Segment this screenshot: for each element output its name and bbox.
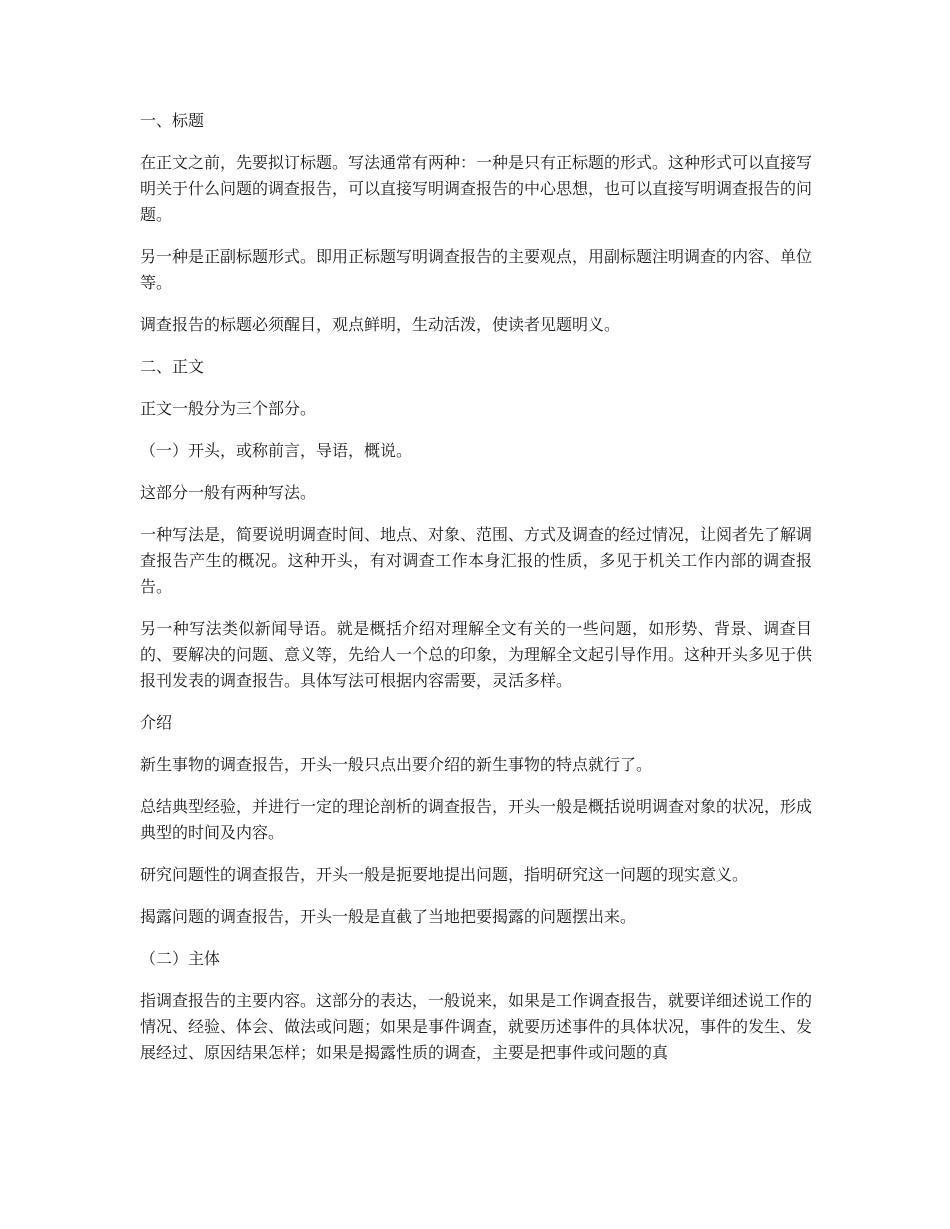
paragraph-subtitle-form: 另一种是正副标题形式。即用正标题写明调查报告的主要观点，用副标题注明调查的内容、单位等。: [140, 247, 813, 292]
paragraph-body-parts: 正文一般分为三个部分。: [140, 399, 317, 418]
paragraph-opening-two-ways: 这部分一般有两种写法。: [140, 483, 317, 502]
paragraph-research-problems: 研究问题性的调查报告，开头一般是扼要地提出问题，指明研究这一问题的现实意义。: [140, 865, 749, 884]
subsection-heading-opening: （一）开头，或称前言，导语，概说。: [140, 441, 413, 460]
section-heading-body: 二、正文: [140, 357, 205, 376]
paragraph-new-things: 新生事物的调查报告，开头一般只点出要介绍的新生事物的特点就行了。: [140, 755, 653, 774]
paragraph-main-content: 指调查报告的主要内容。这部分的表达，一般说来，如果是工作调查报告，就要详细述说工作的情况、经验、体会、做法或问题；如果是事件调查，就要历述事件的具体状况，事件的发生、发展经过、原因结果怎样；如果是揭露性质的调查，主要是把事件或问题的真: [140, 991, 813, 1062]
label-introduction: 介绍: [140, 713, 173, 732]
subsection-heading-main: （二）主体: [140, 949, 221, 968]
paragraph-title-requirements: 调查报告的标题必须醒目，观点鲜明，生动活泼，使读者见题明义。: [140, 315, 621, 334]
paragraph-typical-experience: 总结典型经验，并进行一定的理论剖析的调查报告，开头一般是概括说明调查对象的状况，形成典型的时间及内容。: [140, 797, 813, 842]
paragraph-opening-method-two: 另一种写法类似新闻导语。就是概括介绍对理解全文有关的一些问题，如形势、背景、调查目的、要解决的问题、意义等，先给人一个总的印象，为理解全文起引导作用。这种开头多见于供报刊发表的调查报告。具体写法可根据内容需要，灵活多样。: [140, 619, 813, 690]
paragraph-title-methods: 在正文之前，先要拟订标题。写法通常有两种：一种是只有正标题的形式。这种形式可以直接写明关于什么问题的调查报告，可以直接写明调查报告的中心思想，也可以直接写明调查报告的问题。: [140, 153, 813, 224]
document-page: [140, 108, 812, 1082]
section-heading-title: 一、标题: [140, 111, 205, 130]
paragraph-exposing-problems: 揭露问题的调查报告，开头一般是直截了当地把要揭露的问题摆出来。: [140, 907, 637, 926]
paragraph-opening-method-one: 一种写法是，简要说明调查时间、地点、对象、范围、方式及调查的经过情况，让阅者先了解调查报告产生的概况。这种开头，有对调查工作本身汇报的性质，多见于机关工作内部的调查报告。: [140, 525, 813, 596]
